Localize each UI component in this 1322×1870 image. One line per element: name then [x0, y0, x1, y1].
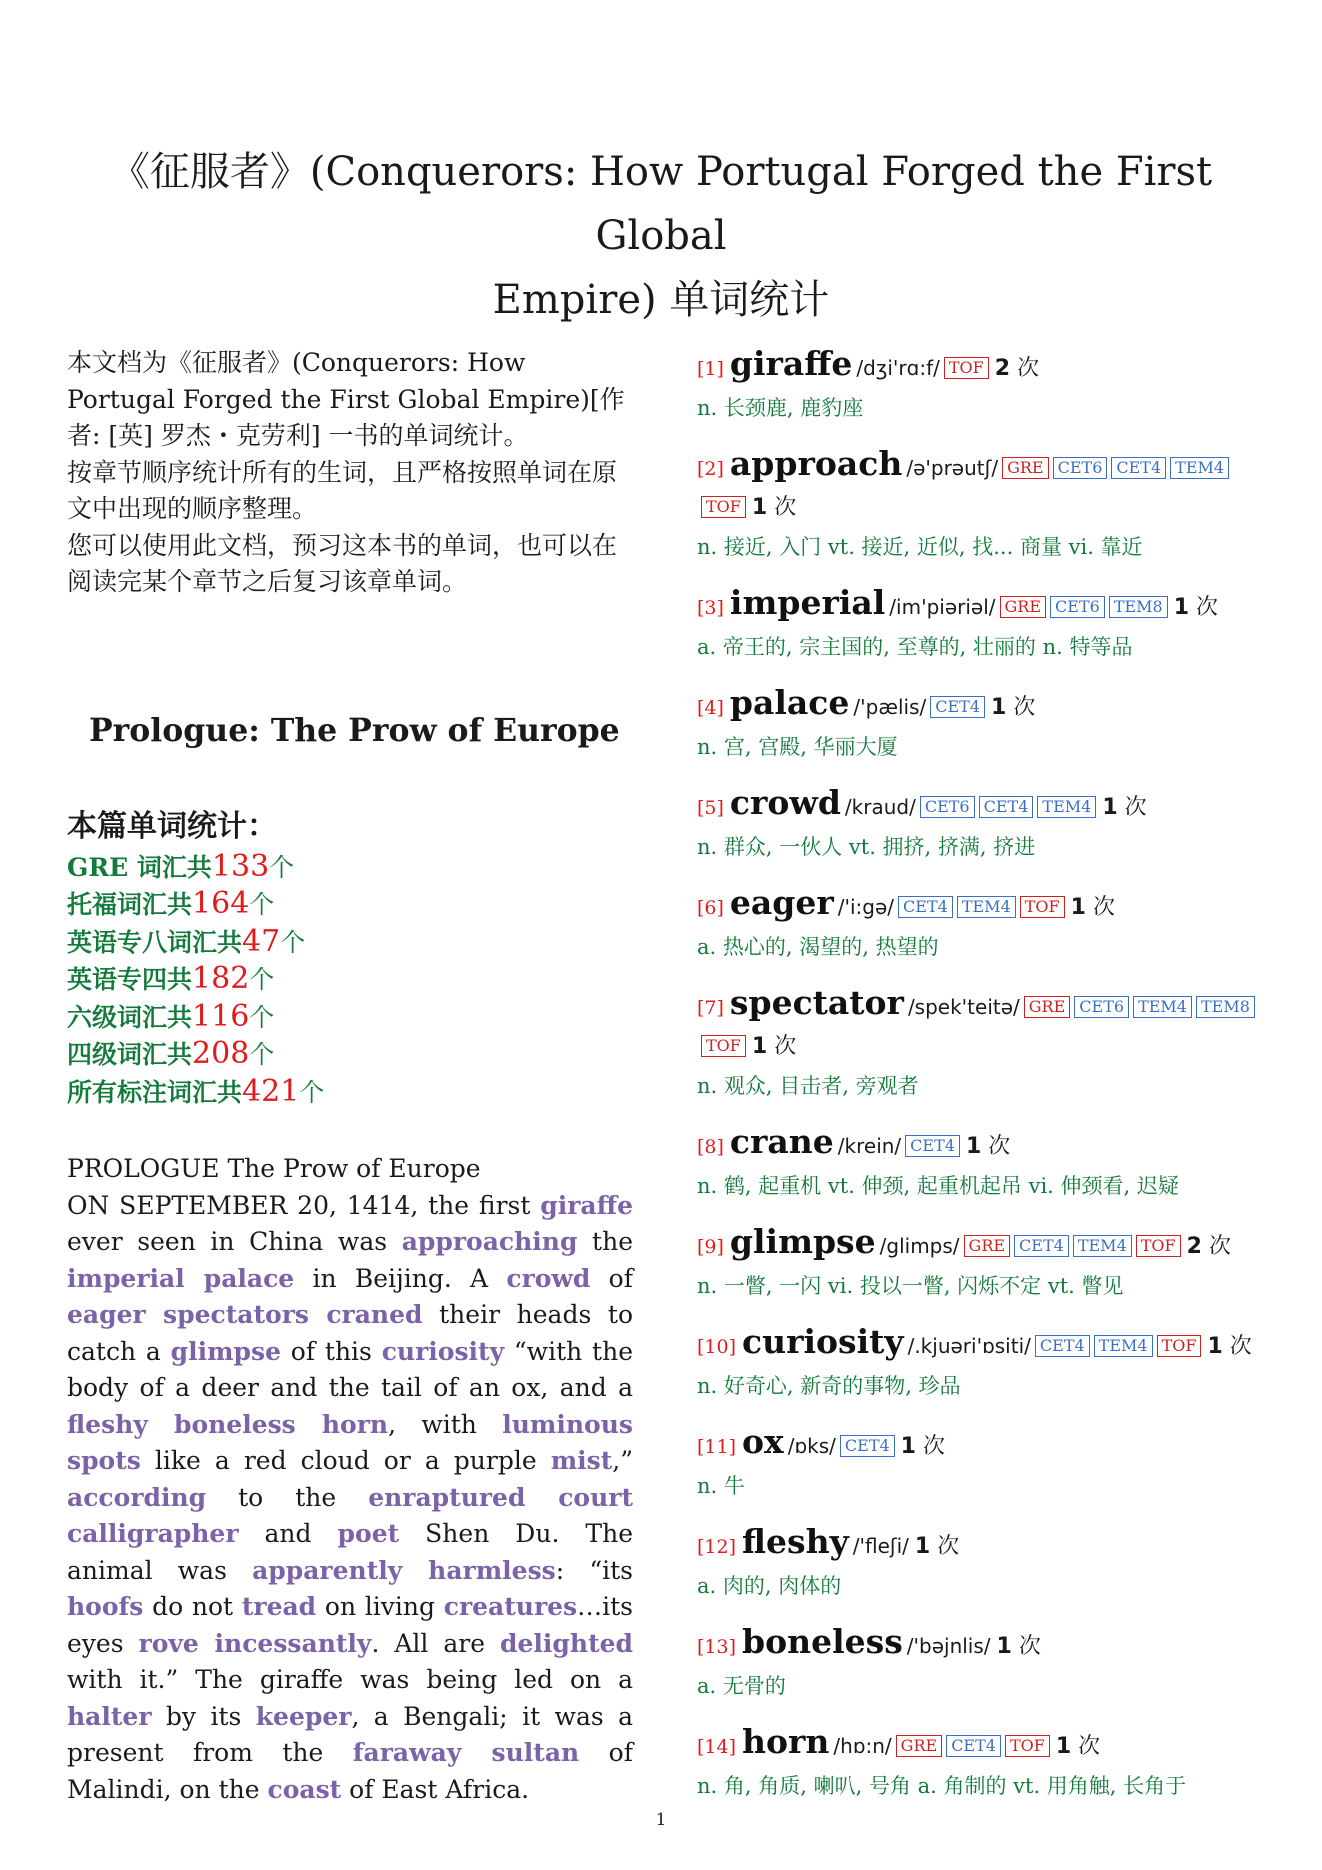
entry-index: [13] — [697, 1636, 737, 1658]
stat-label: 六级词汇共 — [67, 1002, 193, 1032]
entry-definition: a. 热心的, 渴望的, 热望的 — [697, 935, 939, 959]
entry-index: [12] — [697, 1536, 737, 1558]
stat-label: 英语专八词汇共 — [67, 927, 243, 957]
passage-text: ON SEPTEMBER 20, 1414, the first — [67, 1190, 541, 1220]
entry-count-number: 1 — [751, 495, 768, 520]
exam-tag-badge: TOF — [701, 496, 746, 518]
stat-count: 182 — [192, 961, 250, 996]
intro-paragraph-1: 本文档为《征服者》(Conquerors: How Portugal Forged the First Global Empire)[作者: [英] 罗杰・克劳利] 一书的单词统计。 — [67, 348, 625, 450]
highlighted-word: coast — [267, 1774, 342, 1804]
passage-text: ever seen in China was — [67, 1227, 402, 1256]
entry-word: crane — [729, 1122, 834, 1161]
entry-phonetic: /ɒks/ — [787, 1434, 836, 1458]
passage-text: , with — [388, 1409, 503, 1439]
entry-count-number: 1 — [900, 1434, 916, 1459]
entry-count — [915, 1534, 959, 1559]
entry-count-suffix: 次 — [774, 1034, 797, 1059]
entry-definition: n. 宫, 宫殿, 华丽大厦 — [697, 735, 898, 759]
exam-tag-badge: GRE — [1000, 596, 1047, 618]
passage-text: the — [577, 1227, 634, 1256]
stats-heading: 本篇单词统计： — [67, 808, 277, 844]
entry-count-number: 1 — [1102, 795, 1118, 820]
exam-tag-badge: GRE — [896, 1735, 943, 1757]
passage-text: with it.” The giraffe was being led on a — [67, 1665, 633, 1694]
stat-unit: 个 — [280, 927, 306, 957]
stat-label: 四级词汇共 — [67, 1040, 193, 1069]
stat-row — [67, 886, 633, 924]
entry-count — [1071, 895, 1115, 920]
passage-text: do not — [143, 1592, 242, 1621]
exam-tag-badge: TEM4 — [1073, 1235, 1132, 1257]
entry-headline — [697, 884, 1277, 928]
entry-headline — [697, 445, 1277, 528]
entry-word: imperial — [729, 583, 886, 622]
entry-count-suffix: 次 — [1092, 895, 1115, 920]
entry-headline — [697, 345, 1277, 389]
exam-tag-badge: TEM8 — [1196, 996, 1255, 1018]
entry-count — [1187, 1234, 1231, 1259]
highlighted-word: halter — [67, 1701, 152, 1731]
entry-definition: n. 群众, 一伙人 vt. 拥挤, 挤满, 挤进 — [697, 835, 1036, 859]
highlighted-word: curiosity — [381, 1336, 505, 1366]
entry-headline — [697, 1323, 1277, 1367]
title-line-1: 《征服者》(Conquerors: How Portugal Forged the First Global — [109, 149, 1213, 259]
word-entry — [697, 1623, 1277, 1703]
entry-phonetic: /'pælis/ — [853, 695, 927, 719]
entry-count — [1102, 795, 1146, 820]
highlighted-word: giraffe — [540, 1190, 633, 1220]
entry-definition: n. 观众, 目击者, 旁观者 — [697, 1074, 919, 1098]
exam-tag-badge: CET4 — [905, 1135, 960, 1157]
exam-tag-badge: CET6 — [1050, 596, 1105, 618]
entry-count-suffix: 次 — [922, 1434, 945, 1459]
exam-tag-badge: CET4 — [1111, 457, 1166, 479]
entry-count-number: 2 — [1186, 1234, 1202, 1259]
stat-row — [67, 961, 633, 999]
entry-headline — [697, 1123, 1277, 1167]
intro-section — [67, 345, 633, 601]
entry-index: [10] — [697, 1336, 737, 1358]
entry-count-suffix: 次 — [1017, 356, 1040, 381]
exam-tag-badge: TOF — [1005, 1735, 1050, 1757]
entry-word: spectator — [729, 983, 904, 1022]
entry-count-suffix: 次 — [1013, 695, 1036, 720]
stat-unit: 个 — [299, 1077, 325, 1107]
word-entry — [697, 1723, 1277, 1803]
exam-tag-badge: TOF — [1136, 1235, 1181, 1257]
entry-phonetic: /.kjuəri'ɒsiti/ — [907, 1334, 1031, 1358]
entry-word: giraffe — [729, 344, 853, 383]
entry-headline — [697, 1723, 1277, 1767]
entry-index: [1] — [697, 358, 724, 380]
highlighted-word: apparently harmless — [252, 1555, 556, 1585]
entry-word: eager — [729, 883, 834, 922]
entry-definition: n. 一瞥, 一闪 vi. 投以一瞥, 闪烁不定 vt. 瞥见 — [697, 1274, 1124, 1298]
word-entry — [697, 1423, 1277, 1503]
stat-row — [67, 924, 633, 962]
entry-index: [11] — [697, 1436, 737, 1458]
exam-tag-badge: TOF — [1157, 1335, 1202, 1357]
passage-heading: PROLOGUE The Prow of Europe — [67, 1154, 481, 1183]
document-title — [80, 140, 1242, 332]
entry-index: [2] — [697, 458, 724, 480]
stat-count: 164 — [192, 886, 250, 921]
exam-tag-badge: CET4 — [930, 696, 985, 718]
entry-count-number: 1 — [751, 1034, 768, 1059]
entry-count-suffix: 次 — [1196, 595, 1219, 620]
passage-text: and — [238, 1519, 338, 1548]
passage-text: of Malindi, on the — [67, 1738, 633, 1804]
stat-count: 208 — [192, 1036, 250, 1071]
entry-headline — [697, 684, 1277, 728]
entry-count-number: 1 — [996, 1634, 1012, 1659]
entry-phonetic: /ə'prəutʃ/ — [906, 456, 999, 480]
passage — [67, 1151, 633, 1808]
highlighted-word: approaching — [401, 1227, 578, 1256]
exam-tag-badge: CET4 — [1035, 1335, 1090, 1357]
exam-tag-badge: GRE — [964, 1235, 1011, 1257]
entry-count-suffix: 次 — [1078, 1734, 1101, 1759]
exam-tag-badge: CET4 — [1014, 1235, 1069, 1257]
entry-word: crowd — [729, 783, 841, 822]
entry-count-number: 2 — [994, 356, 1011, 381]
passage-text: of — [590, 1263, 633, 1293]
highlighted-word: according — [67, 1482, 207, 1512]
passage-text: on living — [316, 1592, 444, 1621]
entry-count — [1056, 1734, 1100, 1759]
highlighted-word: mist — [550, 1446, 613, 1475]
entry-count — [752, 495, 796, 520]
passage-text: by its — [151, 1701, 256, 1731]
entry-definition: a. 肉的, 肉体的 — [697, 1574, 842, 1598]
entry-count — [966, 1134, 1010, 1159]
prologue-heading: Prologue: The Prow of Europe — [89, 711, 620, 749]
entry-count — [901, 1434, 945, 1459]
entry-word: curiosity — [742, 1322, 904, 1361]
entry-count-suffix: 次 — [1124, 795, 1147, 820]
entry-headline — [697, 584, 1277, 628]
entry-word: fleshy — [742, 1522, 849, 1561]
word-entry — [697, 345, 1277, 425]
stat-unit: 个 — [249, 1040, 275, 1069]
word-entry — [697, 984, 1277, 1103]
entry-count — [997, 1634, 1041, 1659]
entry-index: [8] — [697, 1136, 724, 1158]
exam-tag-badge: GRE — [1024, 996, 1071, 1018]
stat-row — [67, 1036, 633, 1074]
highlighted-word: fleshy boneless horn — [67, 1409, 389, 1439]
entry-headline — [697, 784, 1277, 828]
entry-count — [991, 695, 1035, 720]
entry-phonetic: /hɒ:n/ — [833, 1734, 892, 1758]
entry-index: [6] — [697, 897, 724, 919]
entry-count — [1207, 1334, 1251, 1359]
passage-text: of East Africa. — [341, 1774, 530, 1804]
stat-count: 133 — [211, 848, 270, 884]
entry-phonetic: /'fleʃi/ — [852, 1534, 909, 1558]
entry-word: approach — [729, 444, 903, 483]
passage-text: : “its — [555, 1555, 633, 1585]
stats-list — [67, 849, 633, 1112]
exam-tag-badge: TEM4 — [1170, 457, 1229, 479]
passage-text: “with the body of a deer and the tail of an ox, and a — [67, 1336, 633, 1402]
entry-headline — [697, 1523, 1277, 1567]
stat-count: 116 — [192, 998, 250, 1034]
passage-text: like a red cloud or a purple — [140, 1446, 551, 1475]
exam-tag-badge: TEM4 — [1133, 996, 1192, 1018]
word-entry — [697, 1223, 1277, 1303]
entry-index: [9] — [697, 1236, 724, 1258]
entry-index: [7] — [697, 997, 724, 1019]
entry-count-number: 1 — [1070, 895, 1086, 920]
exam-tag-badge: CET6 — [920, 796, 975, 818]
entry-count — [752, 1034, 796, 1059]
entry-word: boneless — [742, 1622, 903, 1661]
entry-definition: n. 鹤, 起重机 vt. 伸颈, 起重机起吊 vi. 伸颈看, 迟疑 — [697, 1174, 1179, 1198]
entry-index: [3] — [697, 597, 724, 619]
entry-count-number: 1 — [1173, 595, 1190, 620]
entry-definition: n. 接近, 入门 vt. 接近, 近似, 找... 商量 vi. 靠近 — [697, 535, 1143, 559]
word-entry — [697, 1323, 1277, 1403]
exam-tag-badge: CET6 — [1053, 457, 1108, 479]
passage-text: …its eyes — [67, 1592, 633, 1658]
word-entry — [697, 684, 1277, 764]
entry-count — [995, 356, 1039, 381]
entry-count-number: 1 — [965, 1134, 982, 1159]
exam-tag-badge: TEM4 — [1094, 1335, 1153, 1357]
word-entry — [697, 784, 1277, 864]
stat-row — [67, 849, 633, 887]
exam-tag-badge: CET4 — [979, 796, 1034, 818]
stat-count: 47 — [242, 923, 281, 959]
entry-definition: a. 无骨的 — [697, 1674, 786, 1698]
entry-index: [5] — [697, 797, 724, 819]
entry-count-number: 1 — [1207, 1334, 1223, 1359]
stat-row — [67, 1074, 633, 1112]
intro-paragraph-2: 按章节顺序统计所有的生词，且严格按照单词在原文中出现的顺序整理。 — [67, 457, 618, 523]
page-number: 1 — [655, 1810, 667, 1830]
highlighted-word: glimpse — [170, 1336, 281, 1366]
entry-phonetic: /kraud/ — [844, 795, 916, 819]
word-entry — [697, 884, 1277, 964]
highlighted-word: keeper — [255, 1701, 352, 1731]
highlighted-word: eager spectators craned — [67, 1300, 423, 1329]
entry-index: [14] — [697, 1736, 737, 1758]
exam-tag-badge: CET6 — [1074, 996, 1129, 1018]
exam-tag-badge: CET4 — [898, 896, 953, 918]
stat-row — [67, 999, 633, 1037]
stat-unit: 个 — [249, 1002, 275, 1032]
entry-phonetic: /im'piəriəl/ — [889, 595, 996, 619]
passage-text: in Beijing. A — [294, 1263, 507, 1293]
stat-label: GRE 词汇共 — [67, 852, 212, 882]
passage-body — [67, 1188, 633, 1809]
entry-phonetic: /dʒi'rɑ:f/ — [856, 356, 940, 380]
exam-tag-badge: TEM8 — [1109, 596, 1168, 618]
entry-count-number: 1 — [991, 695, 1007, 720]
highlighted-word: delighted — [500, 1628, 634, 1658]
exam-tag-badge: CET4 — [946, 1735, 1001, 1757]
passage-text: , a Bengali; it was a present from the — [67, 1701, 633, 1767]
entry-count-suffix: 次 — [774, 495, 797, 520]
entry-count-number: 1 — [914, 1534, 931, 1559]
stat-label: 英语专四共 — [67, 965, 193, 994]
entry-phonetic: /'i:gə/ — [837, 895, 895, 919]
stat-label: 托福词汇共 — [67, 890, 193, 919]
title-line-2: Empire) 单词统计 — [492, 277, 830, 323]
stat-count: 421 — [242, 1073, 300, 1109]
entry-definition: a. 帝王的, 宗主国的, 至尊的, 壮丽的 n. 特等品 — [697, 635, 1133, 659]
entry-definition: n. 好奇心, 新奇的事物, 珍品 — [697, 1374, 961, 1398]
highlighted-word: luminous spots — [67, 1409, 633, 1475]
stat-unit: 个 — [249, 965, 275, 994]
entry-definition: n. 角, 角质, 喇叭, 号角 a. 角制的 vt. 用角触, 长角于 — [697, 1774, 1187, 1798]
stat-unit: 个 — [269, 852, 295, 882]
intro-paragraph-3: 您可以使用此文档，预习这本书的单词，也可以在阅读完某个章节之后复习该章单词。 — [67, 530, 618, 596]
passage-text: ,” — [612, 1446, 633, 1475]
entry-index: [4] — [697, 697, 724, 719]
exam-tag-badge: TOF — [944, 357, 989, 379]
highlighted-word: tread — [241, 1592, 317, 1621]
entry-count-suffix: 次 — [988, 1134, 1011, 1159]
highlighted-word: faraway sultan — [352, 1738, 580, 1767]
passage-text: their heads to catch a — [67, 1300, 634, 1366]
entry-word: ox — [742, 1422, 784, 1461]
exam-tag-badge: TOF — [1020, 896, 1065, 918]
exam-tag-badge: TEM4 — [957, 896, 1016, 918]
entry-word: horn — [742, 1722, 830, 1761]
entry-phonetic: /glimps/ — [879, 1234, 960, 1258]
entry-phonetic: /'bəjnlis/ — [906, 1634, 991, 1658]
highlighted-word: creatures — [443, 1592, 578, 1621]
word-entry — [697, 584, 1277, 664]
passage-text: of this — [280, 1336, 382, 1366]
entry-count-suffix: 次 — [1018, 1634, 1041, 1659]
word-entry — [697, 1523, 1277, 1603]
entry-headline — [697, 1223, 1277, 1267]
passage-text: Shen Du. The animal was — [67, 1519, 633, 1585]
exam-tag-badge: TEM4 — [1037, 796, 1096, 818]
highlighted-word: enraptured court calligrapher — [67, 1482, 633, 1548]
highlighted-word: imperial palace — [67, 1263, 295, 1293]
word-entry-list — [697, 345, 1277, 1823]
stat-label: 所有标注词汇共 — [67, 1077, 243, 1107]
exam-tag-badge: TOF — [701, 1035, 746, 1057]
entry-headline — [697, 1423, 1277, 1467]
passage-text: to the — [206, 1482, 369, 1512]
stat-unit: 个 — [249, 890, 275, 919]
entry-definition: n. 牛 — [697, 1474, 745, 1498]
entry-word: glimpse — [729, 1222, 876, 1261]
highlighted-word: hoofs — [67, 1592, 144, 1621]
entry-count-number: 1 — [1055, 1734, 1072, 1759]
entry-count-suffix: 次 — [1208, 1234, 1231, 1259]
left-column — [67, 345, 633, 1808]
passage-text: . All are — [371, 1628, 501, 1658]
highlighted-word: crowd — [506, 1263, 591, 1293]
highlighted-word: rove incessantly — [138, 1628, 372, 1658]
word-entry — [697, 1123, 1277, 1203]
entry-phonetic: /spek'teitə/ — [907, 995, 1020, 1019]
entry-count — [1174, 595, 1218, 620]
exam-tag-badge: GRE — [1002, 457, 1049, 479]
entry-word: palace — [729, 683, 850, 722]
entry-headline — [697, 984, 1277, 1067]
entry-count-suffix: 次 — [1229, 1334, 1252, 1359]
entry-count-suffix: 次 — [937, 1534, 960, 1559]
entry-definition: n. 长颈鹿, 鹿豹座 — [697, 396, 864, 420]
entry-headline — [697, 1623, 1277, 1667]
highlighted-word: poet — [337, 1519, 400, 1548]
entry-phonetic: /krein/ — [837, 1134, 902, 1158]
exam-tag-badge: CET4 — [840, 1435, 895, 1457]
word-entry — [697, 445, 1277, 564]
